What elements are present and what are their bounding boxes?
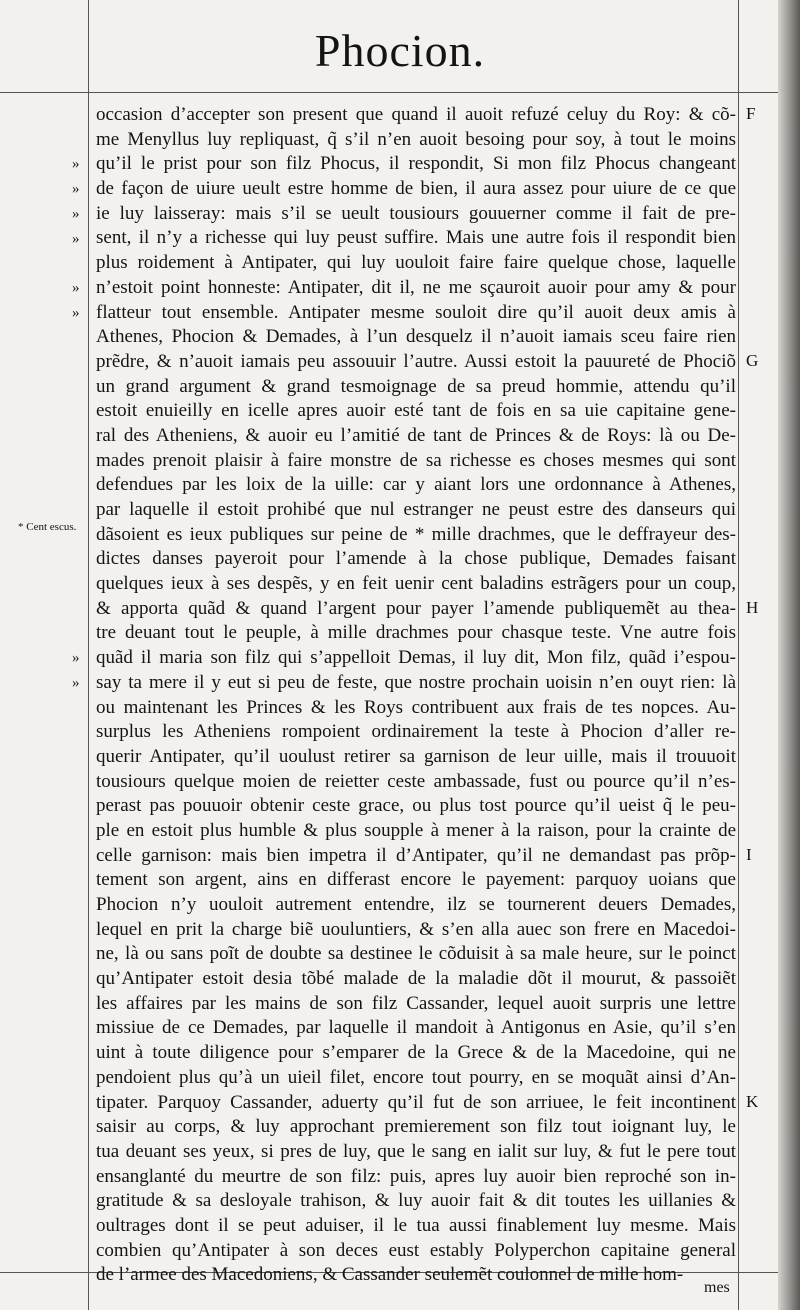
- text-line: tousiours quelque moien de reietter ceste ambassade, fust ou pource qu’il n’es-: [96, 770, 736, 792]
- margin-section-letter: F: [746, 104, 756, 123]
- text-line: ne, là ou sans poĩt de doubte sa destinee le cõduisit à sa male heure, sur le poinct: [96, 943, 736, 965]
- quotation-mark: »: [72, 650, 80, 667]
- text-line: & apporta quãd & quand l’argent pour payer l’amende publiquemẽt au thea-: [96, 597, 736, 619]
- text-line: saisir au corps, & luy approchant premierement son filz tout ioignant luy, le: [96, 1116, 736, 1138]
- text-line: ensanglanté du meurtre de son filz: puis, apres luy auoir bien reproché son in-: [96, 1165, 736, 1187]
- header-rule: [0, 92, 800, 93]
- text-line: dictes danses payeroit pour l’amende à la chose publique, Demades faisant: [96, 548, 736, 570]
- margin-section-letter: I: [746, 845, 752, 864]
- margin-note: * Cent escus.: [18, 521, 77, 533]
- text-line: quãd il maria son filz qui s’appelloit Demas, il luy dit, Mon filz, quãd i’espou-: [96, 647, 736, 669]
- text-line: quelques ieux à ses despẽs, y en feit uenir cent baladins estrãgers pour un coup,: [96, 573, 736, 595]
- quotation-mark: »: [72, 304, 80, 321]
- book-gutter-shadow: [778, 0, 800, 1310]
- text-line: de l’armee des Macedoniens, & Cassander seulemẽt coulonnel de mille hom-: [96, 1264, 684, 1286]
- text-line: Phocion n’y uouloit autrement entendre, ilz se tournerent deuers Demades,: [96, 894, 736, 915]
- text-line: prẽdre, & n’auoit iamais peu assouuir l’autre. Aussi estoit la pauureté de Phociõ: [96, 350, 736, 372]
- text-line: tipater. Parquoy Cassander, aduerty qu’il fut de son arriuee, le feit incontinent: [96, 1091, 736, 1113]
- catchword: mes: [704, 1279, 730, 1296]
- text-line: me Menyllus luy repliquast, q̃ s’il n’en auoit besoing pour soy, à tout le moins: [96, 128, 736, 150]
- quotation-mark: »: [72, 205, 80, 222]
- text-line: plus roidement à Antipater, qui luy uouloit faire faire quelque chose, laquelle: [96, 252, 736, 274]
- text-line: ral des Atheniens, & auoir eu l’amitié de tant de Princes & de Roys: là ou De-: [96, 424, 736, 446]
- text-line: ple en estoit plus humble & plus soupple à mener à la raison, pour la crainte de: [96, 819, 736, 841]
- text-line: pendoient plus qu’à un uieil filet, encore tout pourry, en se moquãt ainsi d’An-: [96, 1066, 736, 1088]
- text-line: perast pas pouuoir obtenir ceste grace, ou plus tost pource qu’il ueist q̃ le peu-: [96, 795, 736, 817]
- text-line: mades prenoit plaisir à faire monstre de sa richesse es choses mesmes qui sont: [96, 449, 736, 471]
- text-line: uint à toute diligence pour s’emparer de la Grece & de la Macedoine, qui ne: [96, 1042, 736, 1064]
- text-line: tua deuant ses yeux, si pres de luy, que le sang en ialit sur luy, & fut le pere tout: [96, 1140, 736, 1162]
- text-line: n’estoit point honneste: Antipater, dit il, ne me sçauroit auoir pour amy & pour: [96, 276, 736, 298]
- text-line: ie luy laisseray: mais s’il se ueult tousiours gouuerner comme il fait de pre-: [96, 202, 736, 224]
- quotation-mark: »: [72, 279, 80, 296]
- text-line: oultrages dont il se peut aduiser, il le tua aussi finablement luy mesme. Mais: [96, 1214, 736, 1236]
- quotation-mark: »: [72, 181, 80, 198]
- text-line: querir Antipater, qu’il uoulust retirer sa garnison de leur uille, mais il trouuoit: [96, 745, 736, 767]
- right-margin-rule: [738, 0, 739, 1310]
- text-line: say ta mere il y eut si peu de feste, que nostre prochain uoisin n’en ouyt rien: là: [96, 671, 736, 693]
- quotation-mark: »: [72, 675, 80, 692]
- body-text: [96, 103, 736, 1288]
- text-line: les affaires par les mains de son filz Cassander, lequel auoit surpris une lettre: [96, 992, 736, 1014]
- text-line: flatteur tout ensemble. Antipater mesme souloit dire qu’il auoit deux amis à: [96, 301, 736, 323]
- text-line: surplus les Atheniens rompoient ordinairement la teste à Phocion d’aller re-: [96, 721, 736, 743]
- left-margin-rule: [88, 0, 89, 1310]
- text-line: tre deuant tout le peuple, à mille drachmes pour chasque teste. Vne autre fois: [96, 622, 736, 644]
- text-line: defendues par les loix de la uille: car y aiant lors une ordonnance à Athenes,: [96, 474, 736, 496]
- text-line: missiue de ce Demades, par laquelle il mandoit à Antigonus en Asie, qu’il s’en: [96, 1017, 736, 1039]
- text-line: lequel en prit la charge biẽ uouluntiers, & s’en alla auec son frere en Macedoi-: [96, 918, 736, 940]
- text-line: estoit enuieilly en icelle apres auoir esté tant de fois en sa uie capitaine gene-: [96, 400, 736, 422]
- text-line: gratitude & sa desloyale trahison, & luy auoir fait & dit toutes les uillanies &: [96, 1190, 736, 1212]
- quotation-mark: »: [72, 230, 80, 247]
- text-line: de façon de uiure ueult estre homme de bien, il aura assez pour uiure de ce que: [96, 178, 736, 200]
- text-line: dãsoient es ieux publiques sur peine de * mille drachmes, que le deffrayeur des-: [96, 523, 736, 545]
- text-line: celle garnison: mais bien impetra il d’Antipater, qu’il ne demandast pas prõp-: [96, 844, 736, 866]
- text-line: combien qu’Antipater à son deces eust estably Polyperchon capitaine general: [96, 1239, 736, 1261]
- text-line: par laquelle il estoit prohibé que nul estranger ne peust estre des danseurs qui: [96, 499, 736, 520]
- text-line: occasion d’accepter son present que quand il auoit refuzé celuy du Roy: & cõ-: [96, 104, 736, 125]
- running-title: Phocion.: [314, 25, 486, 76]
- margin-section-letter: K: [746, 1092, 759, 1111]
- text-line: un grand argument & grand tesmoignage de sa preud hommie, attendu qu’il: [96, 375, 736, 397]
- text-line: Athenes, Phocion & Demades, à l’un desquelz il n’auoit iamais sceu faire rien: [96, 326, 736, 348]
- text-line: tement son argent, ains en differast encore le payement: parquoy uoians que: [96, 869, 736, 891]
- text-line: sent, il n’y a richesse qui luy peust suffire. Mais une autre fois il respondit bien: [96, 227, 736, 249]
- text-line: qu’il le prist pour son filz Phocus, il respondit, Si mon filz Phocus changeant: [96, 153, 736, 175]
- margin-section-letter: H: [746, 598, 759, 617]
- text-line: qu’Antipater estoit desia tõbé malade de la maladie dõt il mourut, & passoiẽt: [96, 968, 736, 990]
- text-line: ou maintenant les Princes & les Roys contribuent aux frais de tes nopces. Au-: [96, 696, 736, 718]
- quotation-mark: »: [72, 156, 80, 173]
- margin-section-letter: G: [746, 351, 759, 370]
